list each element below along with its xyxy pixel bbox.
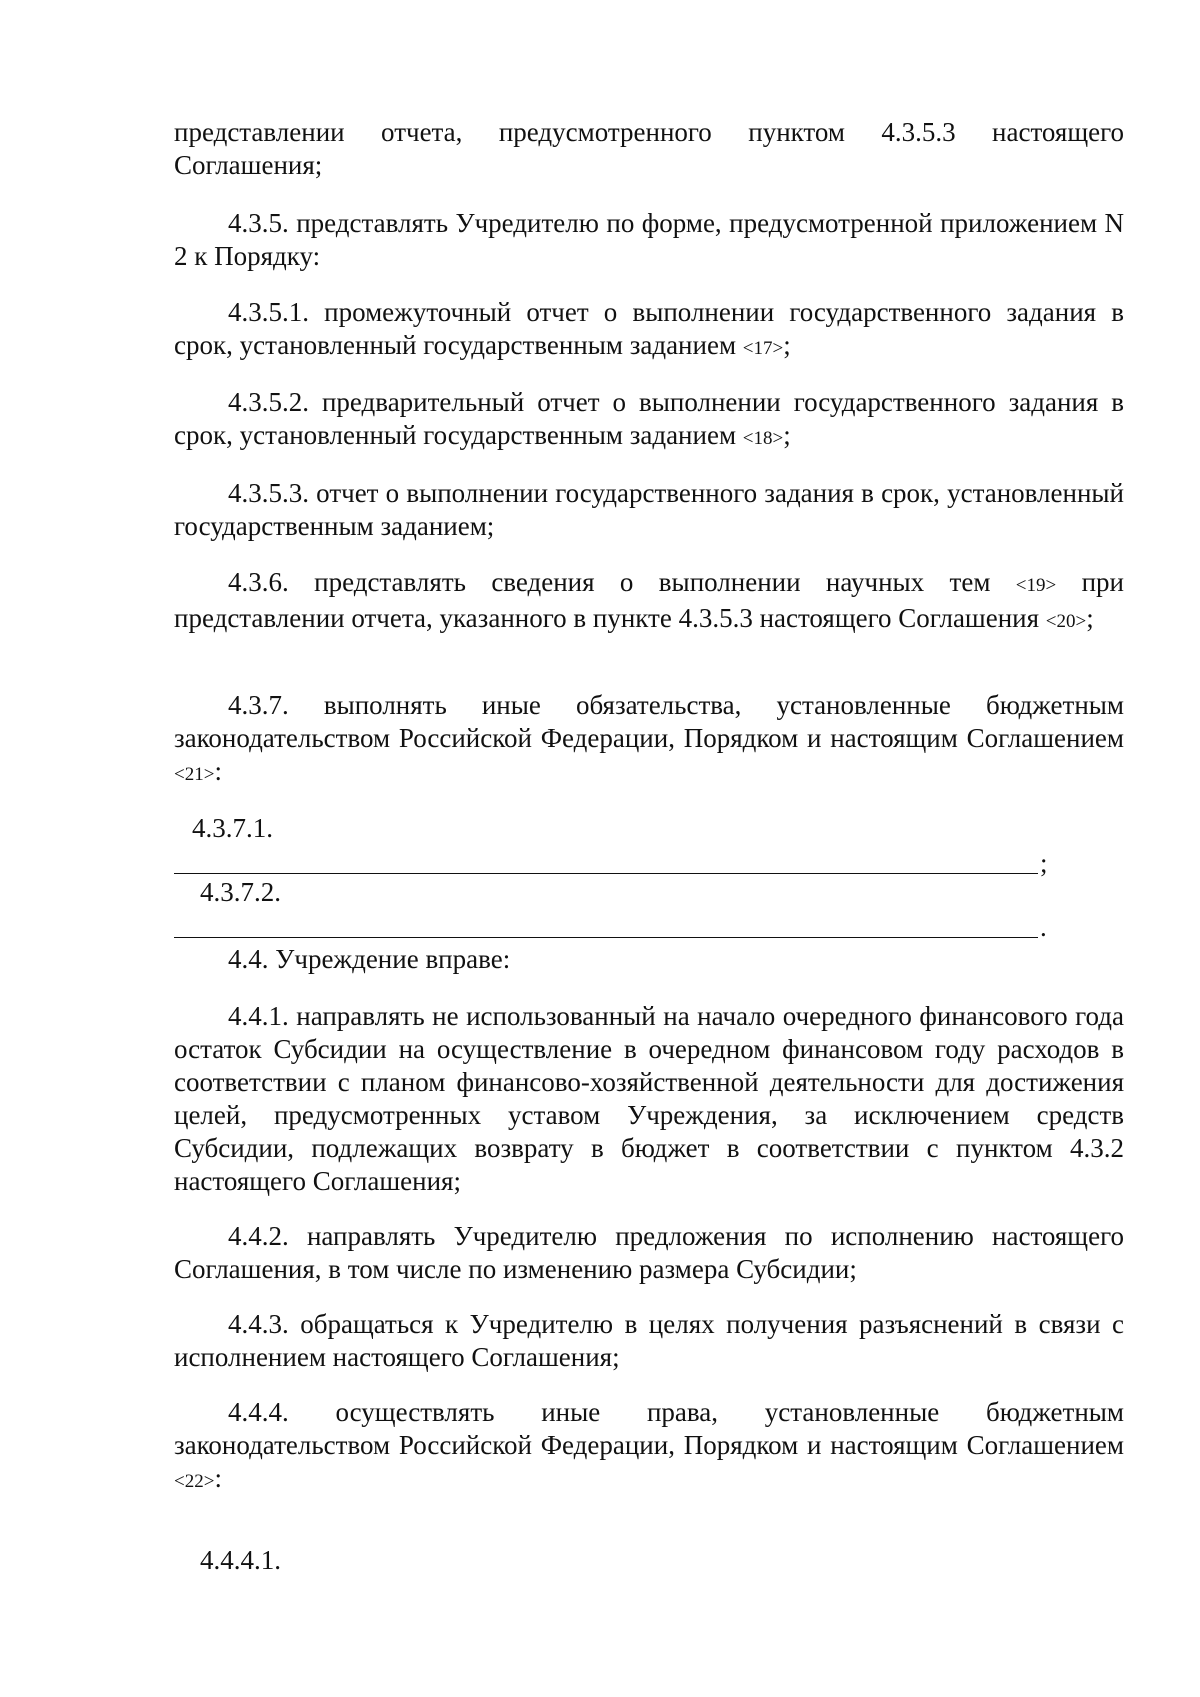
paragraph-4-3-7: 4.3.7. выполнять иные обязательства, установленные бюджетным законодательством Российской Федерации, Порядком и настоящим Соглашением <21>: xyxy=(174,690,1124,786)
paragraph-4-3-6: 4.3.6. представлять сведения о выполнении научных тем <19> при представлении отчета, указанного в пункте 4.3.5.3 настоящего Соглашения <20>; xyxy=(174,567,1124,633)
item-4-3-7-2-number: 4.3.7.2. xyxy=(200,877,281,907)
item-4-3-7-1-semicolon: ; xyxy=(1040,848,1048,878)
paragraph-continuation: представлении отчета, предусмотренного пунктом 4.3.5.3 настоящего Соглашения; xyxy=(174,117,1124,180)
item-4-4-4-1-number: 4.4.4.1. xyxy=(200,1545,281,1575)
paragraph-4-4-1: 4.4.1. направлять не использованный на начало очередного финансового года остаток Субсидии на осуществление в очередном финансовом году расходов в соответствии с планом финансово-хозяйственной деятельности для достижения целей, предусмотренных уставом Учреждения, за исключением средств Субсидии, подлежащих возврату в бюджет в соответствии с пунктом 4.3.2 настоящего Соглашения; xyxy=(174,1001,1124,1196)
paragraph-4-4-3: 4.4.3. обращаться к Учредителю в целях получения разъяснений в связи с исполнением настоящего Соглашения; xyxy=(174,1309,1124,1372)
paragraph-4-4: 4.4. Учреждение вправе: xyxy=(228,944,511,974)
footnote-ref-18: <18> xyxy=(742,428,784,449)
paragraph-4-4-2: 4.4.2. направлять Учредителю предложения по исполнению настоящего Соглашения, в том числе по изменению размера Субсидии; xyxy=(174,1221,1124,1284)
fill-in-line-4-3-7-1 xyxy=(174,873,1038,874)
footnote-ref-17: <17> xyxy=(742,338,784,359)
footnote-ref-20: <20> xyxy=(1045,611,1087,632)
paragraph-4-4-4: 4.4.4. осуществлять иные права, установленные бюджетным законодательством Российской Федерации, Порядком и настоящим Соглашением <22>: xyxy=(174,1397,1124,1493)
item-4-3-7-1-number: 4.3.7.1. xyxy=(192,813,273,843)
footnote-ref-21: <21> xyxy=(174,764,215,785)
item-4-3-7-2-period: . xyxy=(1040,912,1047,942)
paragraph-4-3-5-3: 4.3.5.3. отчет о выполнении государственного задания в срок, установленный государственным заданием; xyxy=(174,478,1124,541)
paragraph-4-3-5: 4.3.5. представлять Учредителю по форме, предусмотренной приложением N 2 к Порядку: xyxy=(174,208,1124,271)
paragraph-4-3-5-2: 4.3.5.2. предварительный отчет о выполнении государственного задания в срок, установленный государственным заданием <18>; xyxy=(174,387,1124,450)
footnote-ref-22: <22> xyxy=(174,1471,215,1492)
footnote-ref-19: <19> xyxy=(1015,575,1057,596)
paragraph-4-3-5-1: 4.3.5.1. промежуточный отчет о выполнении государственного задания в срок, установленный государственным заданием <17>; xyxy=(174,297,1124,360)
fill-in-line-4-3-7-2 xyxy=(174,937,1038,938)
